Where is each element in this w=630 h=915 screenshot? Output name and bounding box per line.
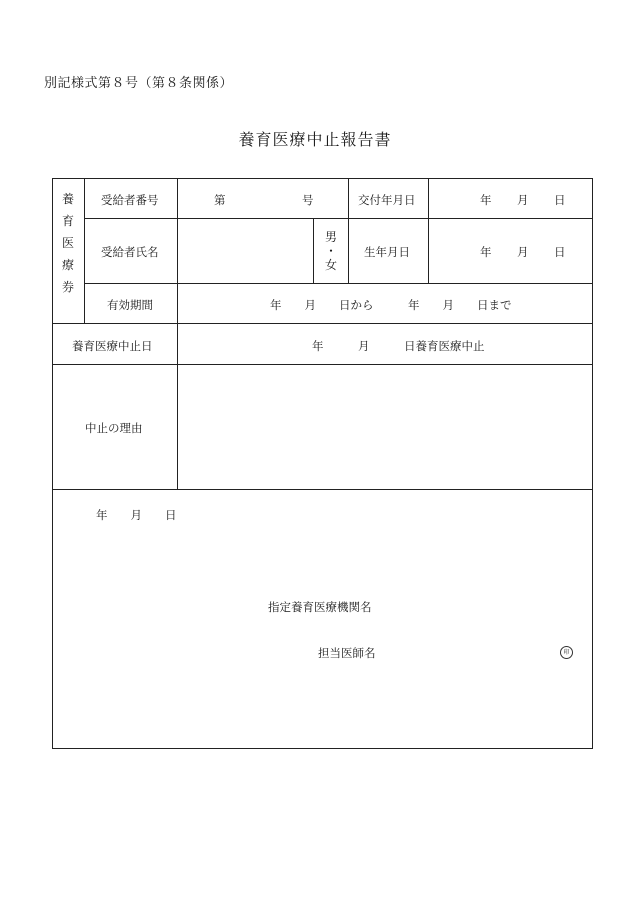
birth-date-day[interactable]: 日 <box>554 245 566 259</box>
issue-date-month[interactable]: 月 <box>517 193 529 207</box>
section-label-char: 療 <box>61 258 74 272</box>
reason-label: 中止の理由 <box>85 421 143 435</box>
recipient-number-suffix: 号 <box>302 193 314 207</box>
row-divider <box>84 283 593 284</box>
sex-female[interactable]: 女 <box>324 258 337 272</box>
form-reference: 別記様式第８号（第８条関係） <box>44 76 234 91</box>
section-label-char: 医 <box>61 236 74 250</box>
birth-date-year[interactable]: 年 <box>480 245 492 259</box>
row-divider <box>52 489 593 490</box>
column-divider <box>84 178 85 324</box>
recipient-number-label: 受給者番号 <box>101 193 159 207</box>
sex-male[interactable]: 男 <box>324 230 337 244</box>
issue-date-day[interactable]: 日 <box>554 193 566 207</box>
table-border-top <box>52 178 593 179</box>
recipient-name-label: 受給者氏名 <box>101 245 159 259</box>
validity-period-text[interactable]: 年 月 日から 年 月 日まで <box>270 298 512 312</box>
document-title: 養育医療中止報告書 <box>238 130 392 149</box>
recipient-name-field[interactable] <box>178 219 313 283</box>
section-label-char: 育 <box>61 214 74 228</box>
institution-name-label: 指定養育医療機関名 <box>268 600 372 614</box>
table-border-right <box>592 178 593 749</box>
birth-date-label: 生年月日 <box>364 245 410 259</box>
row-divider <box>84 218 593 219</box>
recipient-number-prefix[interactable]: 第 <box>214 193 226 207</box>
report-date[interactable]: 年 月 日 <box>96 508 177 522</box>
medical-certificate-section-label <box>53 188 83 298</box>
section-label-char: 養 <box>61 192 74 206</box>
stop-date-label: 養育医療中止日 <box>72 339 153 353</box>
validity-period-label: 有効期間 <box>107 298 153 312</box>
issue-date-label: 交付年月日 <box>358 193 416 207</box>
row-divider <box>52 323 593 324</box>
seal-icon: 印 <box>560 646 573 659</box>
doctor-name-label: 担当医師名 <box>318 646 376 660</box>
sex-selector[interactable] <box>314 230 348 272</box>
section-label-char: 券 <box>61 280 74 294</box>
column-divider <box>348 178 349 284</box>
column-divider <box>428 178 429 284</box>
birth-date-month[interactable]: 月 <box>517 245 529 259</box>
table-border-bottom <box>52 748 593 749</box>
reason-field[interactable] <box>178 365 592 489</box>
sex-separator: ・ <box>324 244 337 258</box>
issue-date-year[interactable]: 年 <box>480 193 492 207</box>
stop-date-text[interactable]: 年 月 日養育医療中止 <box>312 339 485 353</box>
